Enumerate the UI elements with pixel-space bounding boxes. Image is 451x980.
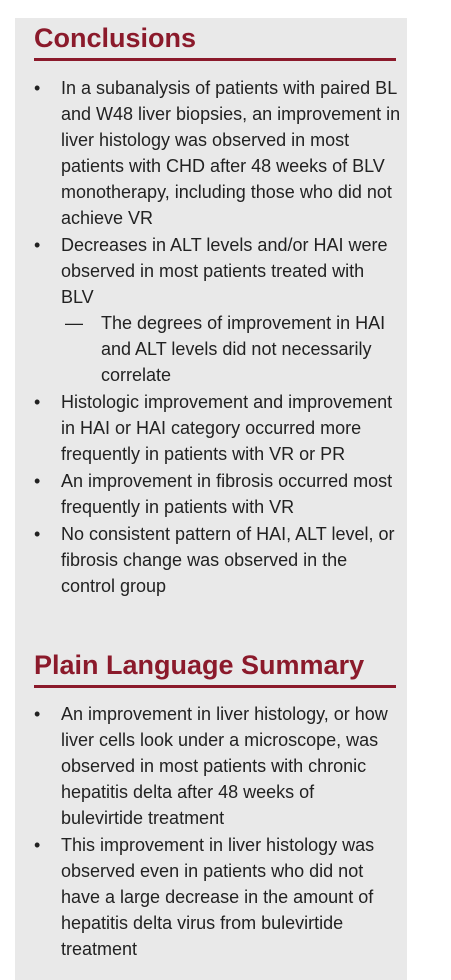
bullet-icon: • (34, 835, 41, 855)
content-panel (15, 18, 407, 980)
plain-language-heading: Plain Language Summary (34, 650, 365, 680)
conclusions-divider (34, 58, 396, 61)
list-item (15, 232, 407, 388)
list-item-text: Decreases in ALT levels and/or HAI were observed in most patients treated with BLV (61, 235, 388, 307)
sub-list-item-text: The degrees of improvement in HAI and ALT levels did not necessarily correlate (101, 313, 386, 385)
list-item-text: Histologic improvement and improvement in HAI or HAI category occurred more frequently in patients with VR or PR (61, 392, 393, 464)
dash-icon: — (65, 313, 83, 333)
list-item-text: This improvement in liver histology was observed even in patients who did not have a large decrease in the amount of hepatitis delta virus from bulevirtide treatment (61, 835, 375, 959)
list-item-text: No consistent pattern of HAI, ALT level, or fibrosis change was observed in the control group (61, 524, 395, 596)
bullet-icon: • (34, 392, 41, 412)
plain-language-list (15, 701, 407, 963)
list-item (15, 521, 407, 599)
bullet-icon: • (34, 524, 41, 544)
conclusions-heading: Conclusions (34, 23, 197, 53)
bullet-icon: • (34, 78, 41, 98)
list-item (15, 389, 407, 467)
list-item (15, 468, 407, 520)
list-item (15, 832, 407, 962)
plain-language-divider (34, 685, 396, 688)
sub-list-item (61, 310, 401, 388)
bullet-icon: • (34, 235, 41, 255)
list-item-text: An improvement in fibrosis occurred most frequently in patients with VR (61, 471, 393, 517)
list-item (15, 701, 407, 831)
list-item-text: An improvement in liver histology, or how liver cells look under a microscope, was observed in most patients with chronic hepatitis delta after 48 weeks of bulevirtide treatment (61, 704, 388, 828)
conclusions-list (15, 75, 407, 600)
list-item (15, 75, 407, 231)
bullet-icon: • (34, 471, 41, 491)
list-item-text: In a subanalysis of patients with paired BL and W48 liver biopsies, an improvement in liver histology was observed in most patients with CHD after 48 weeks of BLV monotherapy, including those who did not achieve VR (61, 78, 401, 228)
bullet-icon: • (34, 704, 41, 724)
